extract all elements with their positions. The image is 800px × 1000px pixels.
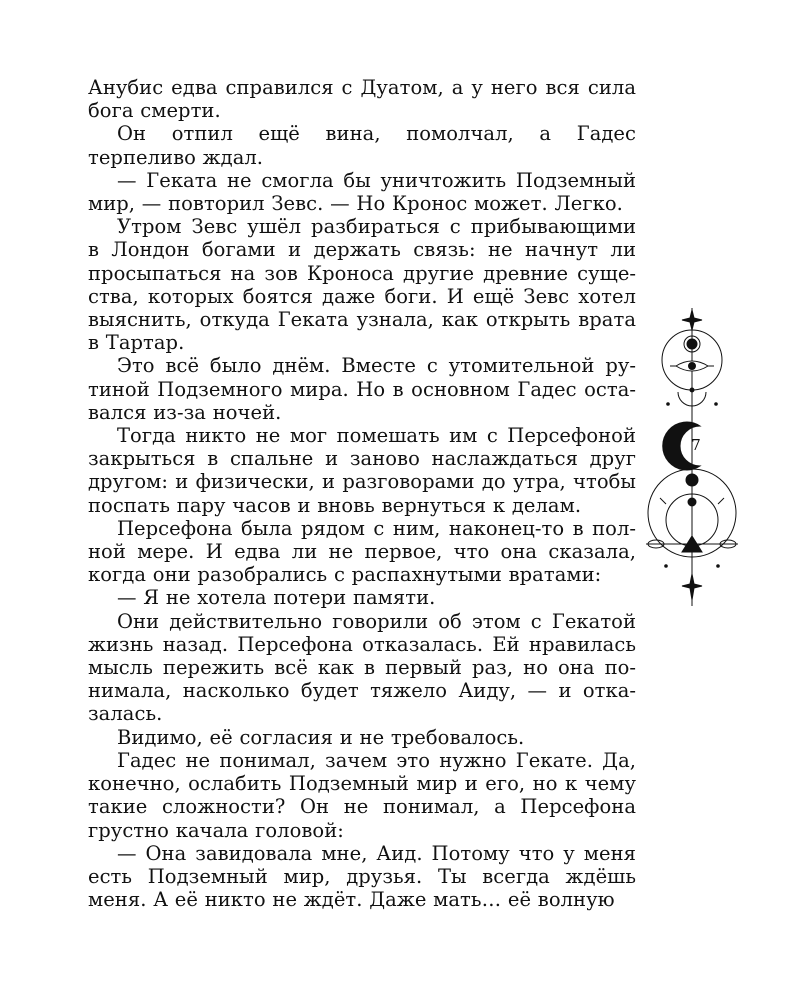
paragraph: Утром Зевс ушёл разбираться с прибывающими в Лондон богами и держать связь: не начнут ли просыпаться на зов Кроноса другие древние существа, которых боятся даже боги. И ещё Зевс хотел выяснить, откуда Геката узнала, как открыть врата в Тартар. xyxy=(88,215,636,355)
paragraph: Видимо, её согласия и не требовалось. xyxy=(117,725,525,749)
paragraph: — Я не хотела потери памяти. xyxy=(117,586,436,610)
paragraph: Это всё было днём. Вместе с утомительной рутиной Подземного мира. Но в основном Гадес оставался из-за ночей. xyxy=(88,354,636,424)
celestial-ornament-icon xyxy=(646,308,738,608)
paragraph: Они действительно говорили об этом с Гекатой жизнь назад. Персефона отказалась. Ей нравилась мысль пережить всё как в первый раз, но она понимала, насколько будет тяжело Аиду, — и отказалась. xyxy=(88,609,636,726)
page-number: 7 xyxy=(691,436,701,454)
page-text xyxy=(88,76,636,911)
paragraph: Он отпил ещё вина, помолчал, а Гадес терпеливо ждал. xyxy=(88,122,636,169)
paragraph: — Она завидовала мне, Аид. Потому что у меня есть Подземный мир, друзья. Ты всегда ждёшь меня. А её никто не ждёт. Даже мать… её волную xyxy=(88,841,636,912)
paragraph: — Геката не смогла бы уничтожить Подземный мир, — повторил Зевс. — Но Кронос может. Легко. xyxy=(88,168,636,216)
paragraph: Гадес не понимал, зачем это нужно Гекате. Да, конечно, ослабить Подземный мир и его, но к чему такие сложности? Он не понимал, а Персефона грустно качала головой: xyxy=(88,748,636,842)
paragraph: Тогда никто не мог помешать им с Персефоной закрыться в спальне и заново наслаждаться друг другом: и физически, и разговорами до утра, чтобы поспать пару часов и вновь вернуться к делам. xyxy=(88,424,636,517)
paragraph: Персефона была рядом с ним, наконец-то в полной мере. И едва ли не первое, что она сказала, когда они разобрались с распахнутыми вратами: xyxy=(88,516,636,587)
paragraph: Анубис едва справился с Дуатом, а у него вся сила бога смерти. xyxy=(88,76,636,123)
